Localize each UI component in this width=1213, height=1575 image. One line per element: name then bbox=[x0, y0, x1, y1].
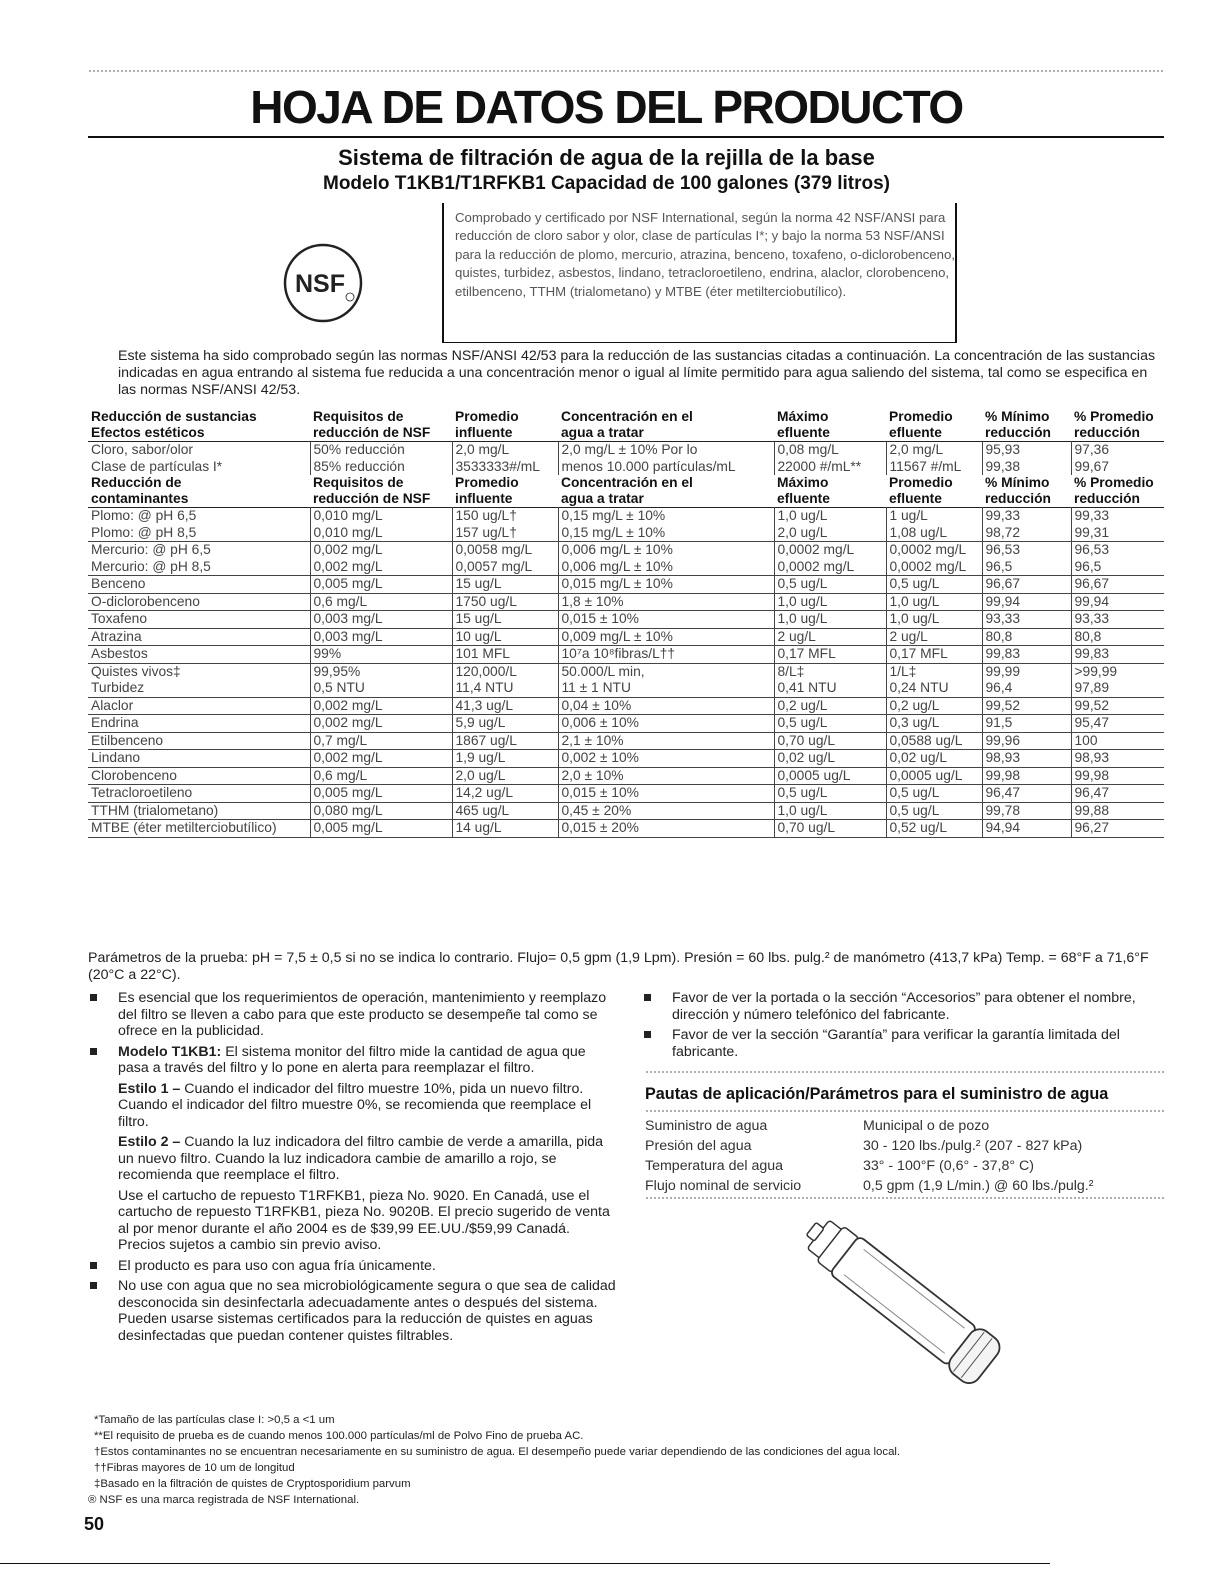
bullet-text: El sistema monitor del filtro mide la cantidad de agua que pasa a través del filtro y lo pone en alerta para reemplazar el filtro. bbox=[118, 1043, 586, 1076]
bullet-item bbox=[88, 990, 618, 1040]
column-header: Máximo efluente bbox=[777, 409, 830, 440]
table-cell: 2 ug/L bbox=[886, 628, 982, 646]
table-cell: 0,02 ug/L bbox=[886, 750, 982, 768]
guideline-value: 30 - 120 lbs./pulg.² (207 - 827 kPa) bbox=[863, 1138, 1083, 1154]
title-rule bbox=[88, 136, 1164, 138]
column-header: Reducción de contaminantes bbox=[91, 475, 189, 506]
table-row bbox=[88, 697, 1164, 715]
table-cell: 96,67 bbox=[982, 576, 1071, 594]
footnote: ‡Basado en la filtración de quistes de Cryptosporidium parvum bbox=[94, 1478, 411, 1490]
table-cell: TTHM (trialometano) bbox=[91, 802, 219, 818]
table-row bbox=[88, 663, 1164, 697]
column-header: Promedio influente bbox=[455, 475, 519, 506]
table-cell: 1867 ug/L bbox=[452, 732, 558, 750]
guideline-label: Flujo nominal de servicio bbox=[645, 1178, 802, 1194]
guidelines-title-rule bbox=[645, 1109, 1165, 1113]
table-cell: 0,5 ug/L bbox=[774, 785, 886, 803]
table-cell: 2,0 ± 10% bbox=[558, 767, 774, 785]
guideline-row bbox=[645, 1176, 1165, 1196]
table-cell: O-diclorobenceno bbox=[91, 593, 200, 609]
footnotes bbox=[88, 1412, 1164, 1508]
table-cell: 0,45 ± 20% bbox=[558, 802, 774, 820]
table-cell: 96,67 bbox=[1071, 576, 1164, 594]
table-cell: Etilbenceno bbox=[91, 732, 164, 748]
table-cell: 96,47 bbox=[1071, 785, 1164, 803]
page-title: HOJA DE DATOS DEL PRODUCTO bbox=[250, 81, 963, 133]
table-row bbox=[88, 593, 1164, 611]
table-row bbox=[88, 802, 1164, 820]
table-row bbox=[88, 628, 1164, 646]
table-header-row bbox=[88, 409, 1164, 442]
table-cell: 0,6 mg/L bbox=[310, 593, 452, 611]
table-cell: 0,0002 mg/L 0,0002 mg/L bbox=[774, 542, 886, 576]
style-2-text: Cuando la luz indicadora del filtro cambie de verde a amarilla, pida un nuevo filtro. Cuando la luz indicadora cambie de amarillo a rojo, se recomienda que reemplace el filtro. bbox=[118, 1134, 604, 1183]
table-cell: 14,2 ug/L bbox=[452, 785, 558, 803]
bullet-text: Favor de ver la portada o la sección “Accesorios” para obtener el nombre, dirección y número telefónico del fabricante. bbox=[672, 990, 1136, 1023]
table-cell: 99,88 bbox=[1071, 802, 1164, 820]
table-cell: 94,94 bbox=[982, 820, 1071, 838]
table-cell: 93,33 bbox=[1071, 611, 1164, 629]
page-number: 50 bbox=[84, 1514, 105, 1534]
guideline-row bbox=[645, 1136, 1165, 1156]
square-bullet-icon bbox=[90, 994, 97, 1001]
table-cell: 0,002 mg/L 0,002 mg/L bbox=[310, 542, 452, 576]
table-cell: 0,15 mg/L ± 10% 0,15 mg/L ± 10% bbox=[558, 508, 774, 542]
model-label: Modelo T1KB1: bbox=[118, 1043, 222, 1060]
table-cell: 1/L‡ 0,24 NTU bbox=[886, 663, 982, 697]
table-cell: 100 bbox=[1071, 732, 1164, 750]
table-row bbox=[88, 442, 1164, 476]
table-cell: 10 ug/L bbox=[452, 628, 558, 646]
table-cell: 99,98 bbox=[1071, 767, 1164, 785]
table-cell: 0,2 ug/L bbox=[774, 697, 886, 715]
table-cell: 10⁷a 10⁸fibras/L†† bbox=[558, 646, 774, 664]
column-header: % Mínimo reducción bbox=[985, 475, 1051, 506]
table-cell: 99,83 bbox=[982, 646, 1071, 664]
column-header: Reducción de sustancias Efectos estéticos bbox=[91, 409, 257, 440]
style-1-paragraph bbox=[88, 1081, 618, 1131]
column-header: Promedio efluente bbox=[889, 475, 953, 506]
table-cell: 0,04 ± 10% bbox=[558, 697, 774, 715]
table-cell: 2 ug/L bbox=[774, 628, 886, 646]
certification-box bbox=[442, 203, 957, 343]
table-cell: 0,002 ± 10% bbox=[558, 750, 774, 768]
table-row bbox=[88, 611, 1164, 629]
table-cell: Endrina bbox=[91, 715, 139, 730]
column-header: Requisitos de reducción de NSF bbox=[313, 475, 431, 506]
table-cell: 80,8 bbox=[982, 628, 1071, 646]
table-cell: 1,9 ug/L bbox=[452, 750, 558, 768]
performance-data-table bbox=[88, 409, 1164, 838]
table-cell: 0,009 mg/L ± 10% bbox=[558, 628, 774, 646]
model-line: Modelo T1KB1/T1RFKB1 Capacidad de 100 galones (379 litros) bbox=[323, 173, 890, 194]
table-cell: Mercurio: @ pH 6,5 Mercurio: @ pH 8,5 bbox=[91, 542, 211, 574]
table-cell: 0,005 mg/L bbox=[310, 576, 452, 594]
table-cell: 0,015 mg/L ± 10% bbox=[558, 576, 774, 594]
table-cell: 99,52 bbox=[982, 697, 1071, 715]
table-header-row bbox=[88, 475, 1164, 508]
footnote: ® NSF es una marca registrada de NSF International. bbox=[88, 1494, 360, 1506]
footnote: ††Fibras mayores de 10 um de longitud bbox=[94, 1462, 295, 1474]
bullet-text: Favor de ver la sección “Garantía” para verificar la garantía limitada del fabricante. bbox=[672, 1027, 1120, 1060]
table-row bbox=[88, 785, 1164, 803]
table-cell: 41,3 ug/L bbox=[452, 697, 558, 715]
table-cell: 1,0 ug/L bbox=[886, 593, 982, 611]
guidelines-bottom-rule bbox=[645, 1196, 1165, 1200]
square-bullet-icon bbox=[90, 1282, 97, 1289]
column-header: % Promedio reducción bbox=[1074, 475, 1154, 506]
table-cell: Lindano bbox=[91, 750, 141, 765]
table-cell: 14 ug/L bbox=[452, 820, 558, 838]
guidelines-top-rule bbox=[645, 1070, 1165, 1074]
table-cell: 0,5 ug/L bbox=[886, 802, 982, 820]
table-cell: 0,5 ug/L bbox=[886, 576, 982, 594]
table-cell: 1 ug/L 1,08 ug/L bbox=[886, 508, 982, 542]
table-row bbox=[88, 646, 1164, 664]
table-cell: 97,36 99,67 bbox=[1071, 442, 1164, 476]
table-cell: MTBE (éter metilterciobutílico) bbox=[91, 820, 277, 835]
table-cell: 0,015 ± 20% bbox=[558, 820, 774, 838]
style-2-paragraph bbox=[88, 1134, 618, 1184]
table-cell: 8/L‡ 0,41 NTU bbox=[774, 663, 886, 697]
table-cell: 99,78 bbox=[982, 802, 1071, 820]
table-cell: 1,0 ug/L bbox=[886, 611, 982, 629]
table-cell: 99,33 98,72 bbox=[982, 508, 1071, 542]
square-bullet-icon bbox=[90, 1262, 97, 1269]
table-cell: Benceno bbox=[91, 576, 146, 591]
table-cell: 465 ug/L bbox=[452, 802, 558, 820]
table-cell: 0,0005 ug/L bbox=[774, 767, 886, 785]
table-cell: 99,94 bbox=[982, 593, 1071, 611]
table-cell: 99% bbox=[310, 646, 452, 664]
table-cell: 0,0588 ug/L bbox=[886, 732, 982, 750]
intro-paragraph: Este sistema ha sido comprobado según las normas NSF/ANSI 42/53 para la reducción de las sustancias citadas a continuación. La concentración de las sustancias indicadas en agua entrando al sistema fue reducida a una concentración menor o igual al límite permitido para agua saliendo del sistema, tal como se especifica en las normas NSF/ANSI 42/53. bbox=[118, 348, 1156, 398]
table-cell: 0,002 mg/L bbox=[310, 715, 452, 733]
certification-text: Comprobado y certificado por NSF International, según la norma 42 NSF/ANSI para reducción de cloro sabor y olor, clase de partículas I*; y bajo la norma 53 NSF/ANSI para la reducción de plomo, mercurio, atrazina, benceno, toxafeno, o-diclorobenceno, quistes, turbidez, asbestos, lindano, tetracloroetileno, endrina, alaclor, clorobenceno, etilbenceno, TTHM (trialometano) y MTBE (éter metilterciobutílico). bbox=[455, 210, 955, 299]
table-cell: 95,47 bbox=[1071, 715, 1164, 733]
footnote: *Tamaño de las partículas clase I: >0,5 a <1 um bbox=[94, 1414, 335, 1426]
right-column bbox=[642, 990, 1164, 1064]
column-header: Requisitos de reducción de NSF bbox=[313, 409, 431, 440]
table-cell: 5,9 ug/L bbox=[452, 715, 558, 733]
column-header: % Promedio reducción bbox=[1074, 409, 1154, 440]
table-cell: 0,02 ug/L bbox=[774, 750, 886, 768]
table-cell: Atrazina bbox=[91, 628, 142, 644]
table-cell: 0,70 ug/L bbox=[774, 732, 886, 750]
guideline-label: Presión del agua bbox=[645, 1138, 752, 1154]
table-cell: Clorobenceno bbox=[91, 767, 177, 783]
table-cell: 99,99 96,4 bbox=[982, 663, 1071, 697]
table-cell: 0,005 mg/L bbox=[310, 785, 452, 803]
guidelines-title: Pautas de aplicación/Parámetros para el suministro de agua bbox=[645, 1085, 1109, 1103]
page-subtitle: Sistema de filtración de agua de la rejilla de la base bbox=[338, 145, 875, 170]
table-cell: 0,5 ug/L bbox=[886, 785, 982, 803]
guideline-label: Temperatura del agua bbox=[645, 1158, 784, 1174]
table-cell: 0,003 mg/L bbox=[310, 611, 452, 629]
table-cell: 99,95% 0,5 NTU bbox=[310, 663, 452, 697]
table-cell: 0,015 ± 10% bbox=[558, 785, 774, 803]
table-cell: 150 ug/L† 157 ug/L† bbox=[452, 508, 558, 542]
column-header: Concentración en el agua a tratar bbox=[561, 409, 693, 440]
table-cell: 1750 ug/L bbox=[452, 593, 558, 611]
table-cell: 1,0 ug/L bbox=[774, 611, 886, 629]
bullet-item bbox=[88, 1044, 618, 1077]
bullet-item bbox=[642, 990, 1164, 1023]
bullet-item bbox=[88, 1258, 618, 1275]
table-cell: 0,70 ug/L bbox=[774, 820, 886, 838]
table-row bbox=[88, 820, 1164, 838]
table-cell: 1,8 ± 10% bbox=[558, 593, 774, 611]
table-cell: 0,002 mg/L bbox=[310, 750, 452, 768]
table-cell: 2,1 ± 10% bbox=[558, 732, 774, 750]
table-cell: 1,0 ug/L bbox=[774, 802, 886, 820]
table-cell: 0,080 mg/L bbox=[310, 802, 452, 820]
style-1-text: Cuando el indicador del filtro muestre 10%, pida un nuevo filtro. Cuando el indicador del filtro muestre 0%, se recomienda que reemplace el filtro. bbox=[118, 1080, 592, 1130]
table-cell: 0,005 mg/L bbox=[310, 820, 452, 838]
bullet-text: No use con agua que no sea microbiológicamente segura o que sea de calidad desconocida sin desinfectarla adecuadamente antes o después del sistema. Pueden usarse sistemas certificados para la reducción de quistes en aguas desinfectadas que puedan contener quistes filtrables. bbox=[118, 1278, 616, 1344]
table-cell: Alaclor bbox=[91, 697, 134, 713]
table-cell: 99,94 bbox=[1071, 593, 1164, 611]
table-cell: 1,0 ug/L bbox=[774, 593, 886, 611]
guideline-value: Municipal o de pozo bbox=[863, 1118, 990, 1134]
table-cell: 0,6 mg/L bbox=[310, 767, 452, 785]
table-cell: Asbestos bbox=[91, 646, 148, 661]
table-cell: 2,0 mg/L 3533333#/mL bbox=[452, 442, 558, 476]
guideline-value: 33° - 100°F (0,6° - 37,8° C) bbox=[863, 1158, 1034, 1174]
table-cell: >99,99 97,89 bbox=[1071, 663, 1164, 697]
table-row bbox=[88, 750, 1164, 768]
guidelines-table bbox=[645, 1116, 1165, 1196]
table-cell: 98,93 bbox=[982, 750, 1071, 768]
table-row bbox=[88, 715, 1164, 733]
table-cell: 0,006 ± 10% bbox=[558, 715, 774, 733]
table-row bbox=[88, 576, 1164, 594]
table-cell: 96,27 bbox=[1071, 820, 1164, 838]
square-bullet-icon bbox=[90, 1048, 97, 1055]
table-cell: 2,0 mg/L ± 10% Por lo menos 10.000 partículas/mL bbox=[558, 442, 774, 476]
table-cell: 99,98 bbox=[982, 767, 1071, 785]
table-row bbox=[88, 508, 1164, 542]
column-header: % Mínimo reducción bbox=[985, 409, 1051, 440]
footnote: †Estos contaminantes no se encuentran necesariamente en su suministro de agua. El desempeño puede variar dependiendo de las condiciones del agua local. bbox=[94, 1446, 901, 1458]
table-cell: 0,17 MFL bbox=[886, 646, 982, 664]
table-cell: Toxafeno bbox=[91, 611, 147, 626]
guideline-row bbox=[645, 1156, 1165, 1176]
table-cell: 120,000/L 11,4 NTU bbox=[452, 663, 558, 697]
test-parameters: Parámetros de la prueba: pH = 7,5 ± 0,5 si no se indica lo contrario. Flujo= 0,5 gpm (1,9 Lpm). Presión = 60 lbs. pulg.² de manómetro (413,7 kPa) Temp. = 68°F a 71,6°F (20°C a 22°C). bbox=[88, 950, 1149, 983]
table-cell: 91,5 bbox=[982, 715, 1071, 733]
table-row bbox=[88, 732, 1164, 750]
table-cell: 99,96 bbox=[982, 732, 1071, 750]
table-cell: 0,17 MFL bbox=[774, 646, 886, 664]
bullet-item bbox=[642, 1027, 1164, 1060]
left-column bbox=[88, 990, 618, 1348]
top-dotted-rule bbox=[88, 69, 1164, 73]
column-header: Promedio influente bbox=[455, 409, 519, 440]
table-cell: 0,5 ug/L bbox=[774, 576, 886, 594]
table-cell: 99,52 bbox=[1071, 697, 1164, 715]
water-filter-cartridge-image bbox=[800, 1220, 1010, 1385]
table-cell: Plomo: @ pH 6,5 Plomo: @ pH 8,5 bbox=[91, 508, 197, 540]
table-cell: 98,93 bbox=[1071, 750, 1164, 768]
table-cell: 0,0005 ug/L bbox=[886, 767, 982, 785]
table-cell: 1,0 ug/L 2,0 ug/L bbox=[774, 508, 886, 542]
guideline-label: Suministro de agua bbox=[645, 1118, 768, 1134]
style-1-label: Estilo 1 – bbox=[118, 1080, 181, 1097]
table-cell: 95,93 99,38 bbox=[982, 442, 1071, 476]
table-cell: 0,5 ug/L bbox=[774, 715, 886, 733]
bullet-text: El producto es para uso con agua fría únicamente. bbox=[118, 1257, 436, 1274]
table-cell: 0,3 ug/L bbox=[886, 715, 982, 733]
table-row bbox=[88, 542, 1164, 576]
table-cell: 101 MFL bbox=[452, 646, 558, 664]
table-cell: 15 ug/L bbox=[452, 576, 558, 594]
table-cell: 50% reducción 85% reducción bbox=[310, 442, 452, 476]
table-cell: 93,33 bbox=[982, 611, 1071, 629]
table-cell: 0,08 mg/L 22000 #/mL** bbox=[774, 442, 886, 476]
nsf-logo bbox=[280, 240, 366, 326]
footnote: **El requisito de prueba es de cuando menos 100.000 partículas/ml de Polvo Fino de prueba AC. bbox=[94, 1430, 584, 1442]
table-cell: 0,0058 mg/L 0,0057 mg/L bbox=[452, 542, 558, 576]
table-cell: 99,83 bbox=[1071, 646, 1164, 664]
table-cell: Cloro, sabor/olor Clase de partículas I* bbox=[91, 442, 223, 474]
table-cell: 15 ug/L bbox=[452, 611, 558, 629]
column-header: Promedio efluente bbox=[889, 409, 953, 440]
bullet-text: Es esencial que los requerimientos de operación, mantenimiento y reemplazo del filtro se lleven a cabo para que este producto se desempeñe tal como se ofrece en la publicidad. bbox=[118, 990, 607, 1039]
column-header: Máximo efluente bbox=[777, 475, 830, 506]
table-cell: 2,0 mg/L 11567 #/mL bbox=[886, 442, 982, 476]
table-cell: Tetracloroetileno bbox=[91, 785, 193, 800]
square-bullet-icon bbox=[644, 1031, 651, 1038]
table-row bbox=[88, 767, 1164, 785]
table-cell: 0,2 ug/L bbox=[886, 697, 982, 715]
column-header: Concentración en el agua a tratar bbox=[561, 475, 693, 506]
table-cell: Quistes vivos‡ Turbidez bbox=[91, 663, 181, 695]
table-cell: 0,52 ug/L bbox=[886, 820, 982, 838]
table-cell: 80,8 bbox=[1071, 628, 1164, 646]
table-cell: 96,53 96,5 bbox=[982, 542, 1071, 576]
table-cell: 0,003 mg/L bbox=[310, 628, 452, 646]
table-cell: 0,0002 mg/L 0,0002 mg/L bbox=[886, 542, 982, 576]
guideline-value: 0,5 gpm (1,9 L/min.) @ 60 lbs./pulg.² bbox=[863, 1178, 1094, 1194]
bottom-rule bbox=[0, 1563, 1050, 1564]
table-cell: 96,53 96,5 bbox=[1071, 542, 1164, 576]
bullet-item bbox=[88, 1278, 618, 1344]
square-bullet-icon bbox=[644, 994, 651, 1001]
table-cell: 50.000/L min, 11 ± 1 NTU bbox=[558, 663, 774, 697]
table-cell: 0,002 mg/L bbox=[310, 697, 452, 715]
table-cell: 0,7 mg/L bbox=[310, 732, 452, 750]
replacement-paragraph: Use el cartucho de repuesto T1RFKB1, pieza No. 9020. En Canadá, use el cartucho de repuesto T1RFKB1, pieza No. 9020B. El precio sugerido de venta al por menor durante el año 2004 es de $39,99 EE.UU./$59,99 Canadá. Precios sujetos a cambio sin previo aviso. bbox=[118, 1187, 610, 1253]
table-cell: 0,010 mg/L 0,010 mg/L bbox=[310, 508, 452, 542]
style-2-label: Estilo 2 – bbox=[118, 1134, 181, 1150]
table-cell: 2,0 ug/L bbox=[452, 767, 558, 785]
table-cell: 0,015 ± 10% bbox=[558, 611, 774, 629]
table-cell: 0,006 mg/L ± 10% 0,006 mg/L ± 10% bbox=[558, 542, 774, 576]
guideline-row bbox=[645, 1116, 1165, 1136]
nsf-logo-text: NSF bbox=[295, 270, 345, 298]
table-cell: 99,33 99,31 bbox=[1071, 508, 1164, 542]
table-cell: 96,47 bbox=[982, 785, 1071, 803]
